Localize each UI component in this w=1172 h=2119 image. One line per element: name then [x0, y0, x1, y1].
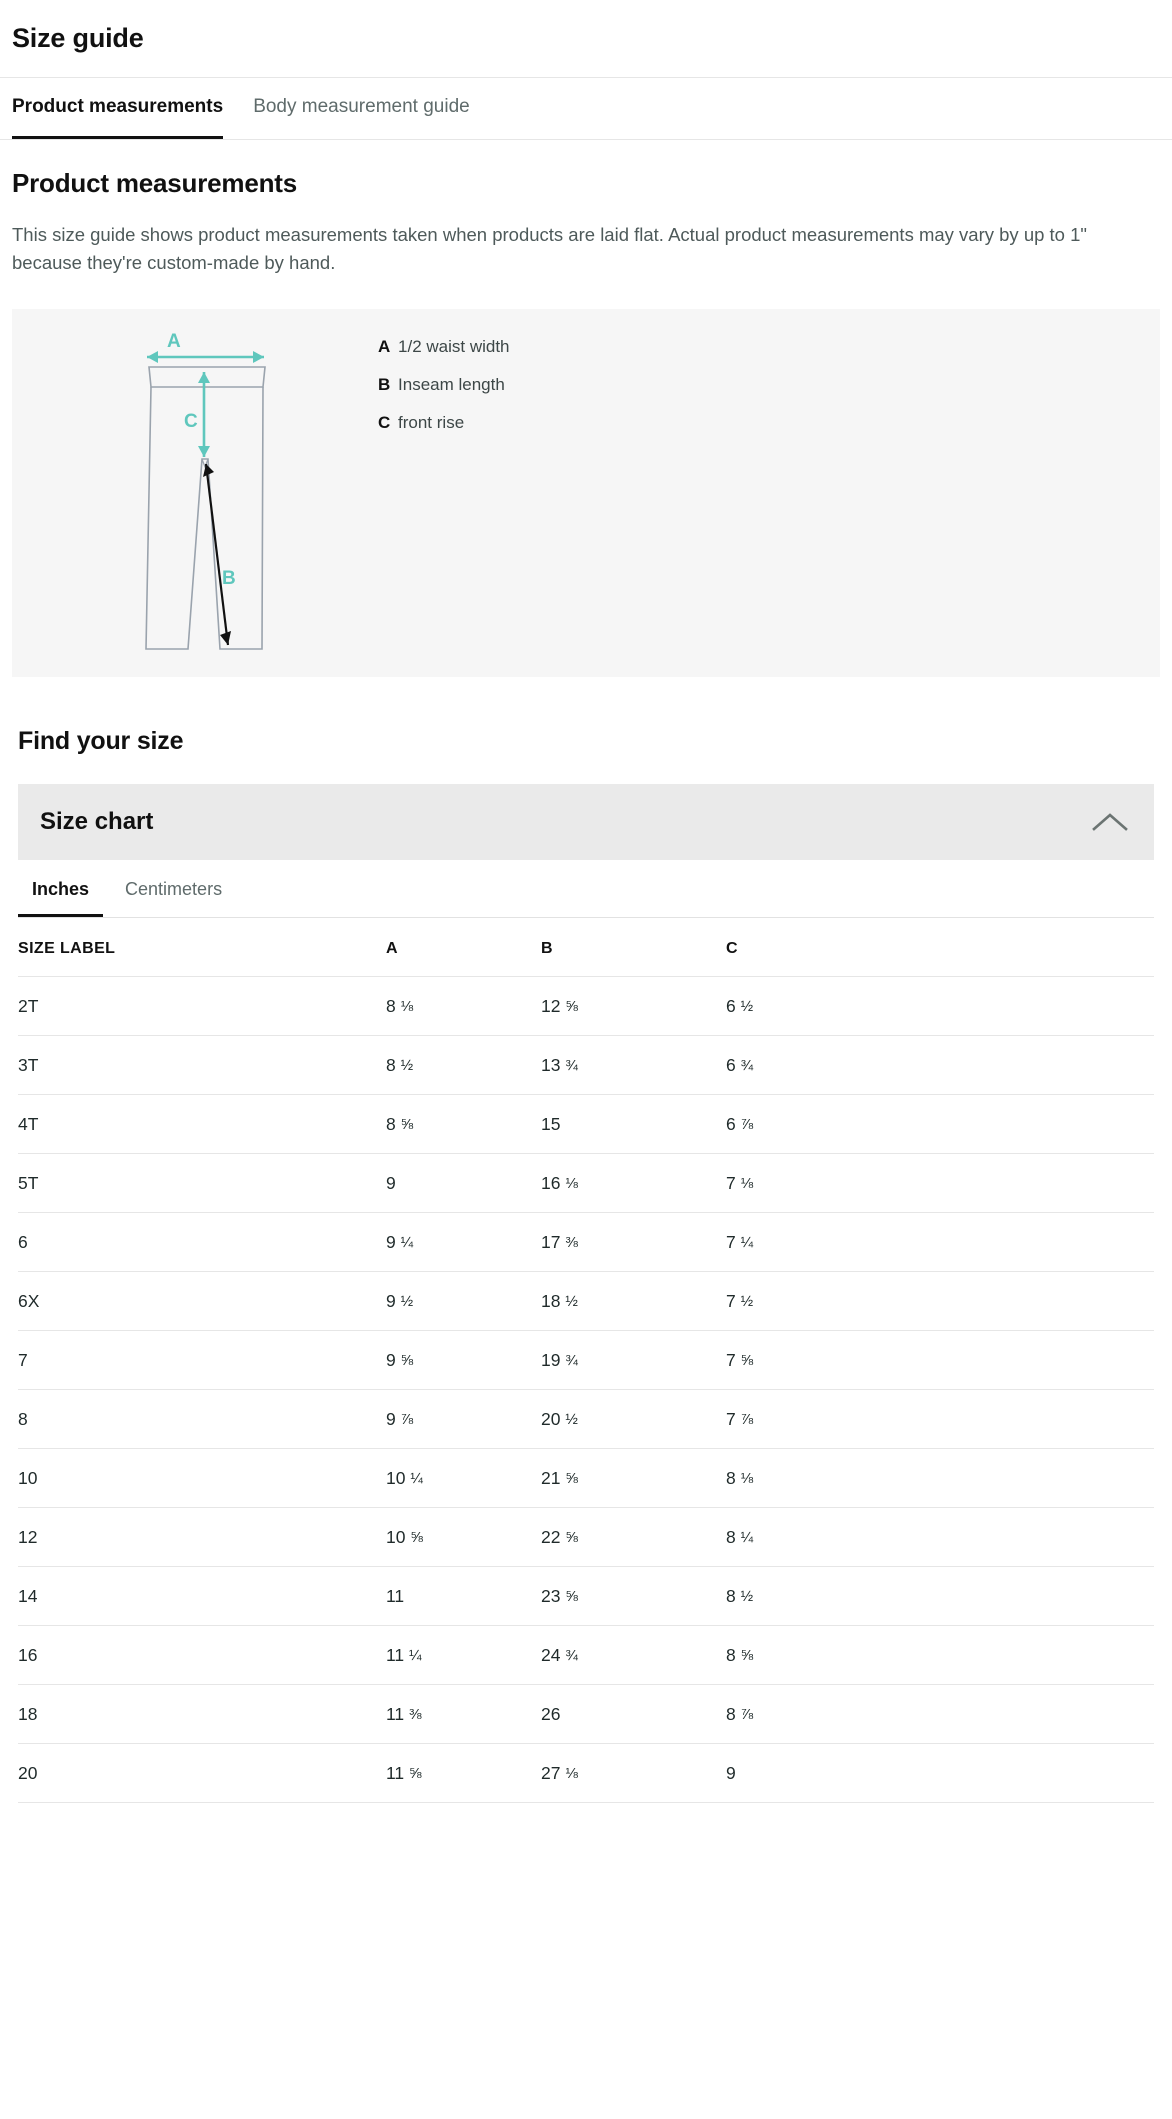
- cell-measurement: 7 ⅞: [726, 1390, 1154, 1449]
- table-row: [18, 977, 1154, 1036]
- cell-measurement: 9: [726, 1744, 1154, 1803]
- cell-measurement: 8 ⅛: [726, 1449, 1154, 1508]
- legend-item-a: [378, 337, 510, 357]
- cell-measurement: 7 ¼: [726, 1213, 1154, 1272]
- cell-size-label: 4T: [18, 1095, 386, 1154]
- cell-measurement: 6 ⅞: [726, 1095, 1154, 1154]
- diagram-legend: [372, 309, 510, 451]
- cell-size-label: 16: [18, 1626, 386, 1685]
- size-chart-table: [18, 918, 1154, 1803]
- svg-text:C: C: [184, 411, 198, 433]
- cell-measurement: 9 ½: [386, 1272, 541, 1331]
- column-header-a: A: [386, 918, 541, 977]
- cell-size-label: 14: [18, 1567, 386, 1626]
- table-row: [18, 1744, 1154, 1803]
- table-row: [18, 1567, 1154, 1626]
- tab-body-measurement-guide[interactable]: Body measurement guide: [253, 96, 470, 117]
- cell-size-label: 5T: [18, 1154, 386, 1213]
- table-row: [18, 1508, 1154, 1567]
- legend-key-b: B: [378, 375, 391, 395]
- table-row: [18, 1272, 1154, 1331]
- table-row: [18, 1390, 1154, 1449]
- product-measurements-section: [0, 168, 1172, 277]
- tab-inches[interactable]: Inches: [18, 879, 103, 917]
- guide-tabs: [0, 78, 1172, 140]
- table-row: [18, 1626, 1154, 1685]
- cell-measurement: 9 ⅞: [386, 1390, 541, 1449]
- legend-text-c: front rise: [398, 413, 465, 433]
- cell-size-label: 2T: [18, 977, 386, 1036]
- cell-size-label: 10: [18, 1449, 386, 1508]
- cell-measurement: 17 ⅜: [541, 1213, 726, 1272]
- cell-measurement: 16 ⅛: [541, 1154, 726, 1213]
- cell-measurement: 10 ⅝: [386, 1508, 541, 1567]
- cell-measurement: 12 ⅝: [541, 977, 726, 1036]
- cell-measurement: 9 ⅝: [386, 1331, 541, 1390]
- cell-measurement: 20 ½: [541, 1390, 726, 1449]
- cell-size-label: 7: [18, 1331, 386, 1390]
- unit-tabs: [18, 860, 1154, 918]
- tab-centimeters[interactable]: Centimeters: [125, 879, 223, 900]
- cell-measurement: 26: [541, 1685, 726, 1744]
- cell-measurement: 13 ¾: [541, 1036, 726, 1095]
- chevron-up-icon[interactable]: [1090, 810, 1130, 834]
- cell-measurement: 9: [386, 1154, 541, 1213]
- cell-measurement: 23 ⅝: [541, 1567, 726, 1626]
- cell-measurement: 8 ⅞: [726, 1685, 1154, 1744]
- table-row: [18, 1036, 1154, 1095]
- column-header-c: C: [726, 918, 1154, 977]
- cell-measurement: 11 ¼: [386, 1626, 541, 1685]
- legend-key-c: C: [378, 413, 391, 433]
- cell-measurement: 8 ⅛: [386, 977, 541, 1036]
- cell-measurement: 8 ⅝: [386, 1095, 541, 1154]
- table-row: [18, 1154, 1154, 1213]
- cell-measurement: 21 ⅝: [541, 1449, 726, 1508]
- column-header-size-label: SIZE LABEL: [18, 918, 386, 977]
- cell-size-label: 3T: [18, 1036, 386, 1095]
- cell-size-label: 18: [18, 1685, 386, 1744]
- cell-measurement: 8 ⅝: [726, 1626, 1154, 1685]
- size-chart-accordion-label: Size chart: [40, 808, 154, 836]
- cell-size-label: 12: [18, 1508, 386, 1567]
- cell-measurement: 22 ⅝: [541, 1508, 726, 1567]
- tab-product-measurements[interactable]: Product measurements: [12, 96, 223, 139]
- legend-text-b: Inseam length: [398, 375, 505, 395]
- table-row: [18, 1331, 1154, 1390]
- cell-measurement: 8 ¼: [726, 1508, 1154, 1567]
- cell-measurement: 15: [541, 1095, 726, 1154]
- cell-measurement: 8 ½: [726, 1567, 1154, 1626]
- measurement-diagram-panel: [12, 309, 1160, 677]
- cell-measurement: 10 ¼: [386, 1449, 541, 1508]
- cell-size-label: 6: [18, 1213, 386, 1272]
- cell-measurement: 8 ½: [386, 1036, 541, 1095]
- cell-measurement: 6 ½: [726, 977, 1154, 1036]
- cell-measurement: 19 ¾: [541, 1331, 726, 1390]
- cell-measurement: 24 ¾: [541, 1626, 726, 1685]
- cell-measurement: 18 ½: [541, 1272, 726, 1331]
- cell-size-label: 20: [18, 1744, 386, 1803]
- legend-item-c: [378, 413, 510, 433]
- table-row: [18, 1449, 1154, 1508]
- svg-text:B: B: [222, 568, 236, 590]
- pants-diagram: [12, 309, 372, 677]
- table-header-row: [18, 918, 1154, 977]
- page-header: [0, 0, 1172, 78]
- table-row: [18, 1095, 1154, 1154]
- cell-measurement: 6 ¾: [726, 1036, 1154, 1095]
- cell-measurement: 11 ⅝: [386, 1744, 541, 1803]
- section-title: Product measurements: [12, 168, 297, 198]
- legend-key-a: A: [378, 337, 391, 357]
- legend-item-b: [378, 375, 510, 395]
- cell-measurement: 11: [386, 1567, 541, 1626]
- cell-measurement: 11 ⅜: [386, 1685, 541, 1744]
- cell-size-label: 6X: [18, 1272, 386, 1331]
- cell-measurement: 9 ¼: [386, 1213, 541, 1272]
- legend-text-a: 1/2 waist width: [398, 337, 510, 357]
- cell-measurement: 27 ⅛: [541, 1744, 726, 1803]
- table-row: [18, 1685, 1154, 1744]
- cell-measurement: 7 ⅝: [726, 1331, 1154, 1390]
- cell-measurement: 7 ⅛: [726, 1154, 1154, 1213]
- section-intro: This size guide shows product measurements taken when products are laid flat. Actual product measurements may vary by up to 1" because they're custom-made by hand.: [12, 224, 1087, 274]
- cell-measurement: 7 ½: [726, 1272, 1154, 1331]
- table-row: [18, 1213, 1154, 1272]
- find-your-size-title: Find your size: [18, 727, 184, 756]
- cell-size-label: 8: [18, 1390, 386, 1449]
- column-header-b: B: [541, 918, 726, 977]
- page-title: Size guide: [12, 23, 144, 53]
- size-chart-accordion-header[interactable]: [18, 784, 1154, 860]
- svg-text:A: A: [167, 331, 181, 353]
